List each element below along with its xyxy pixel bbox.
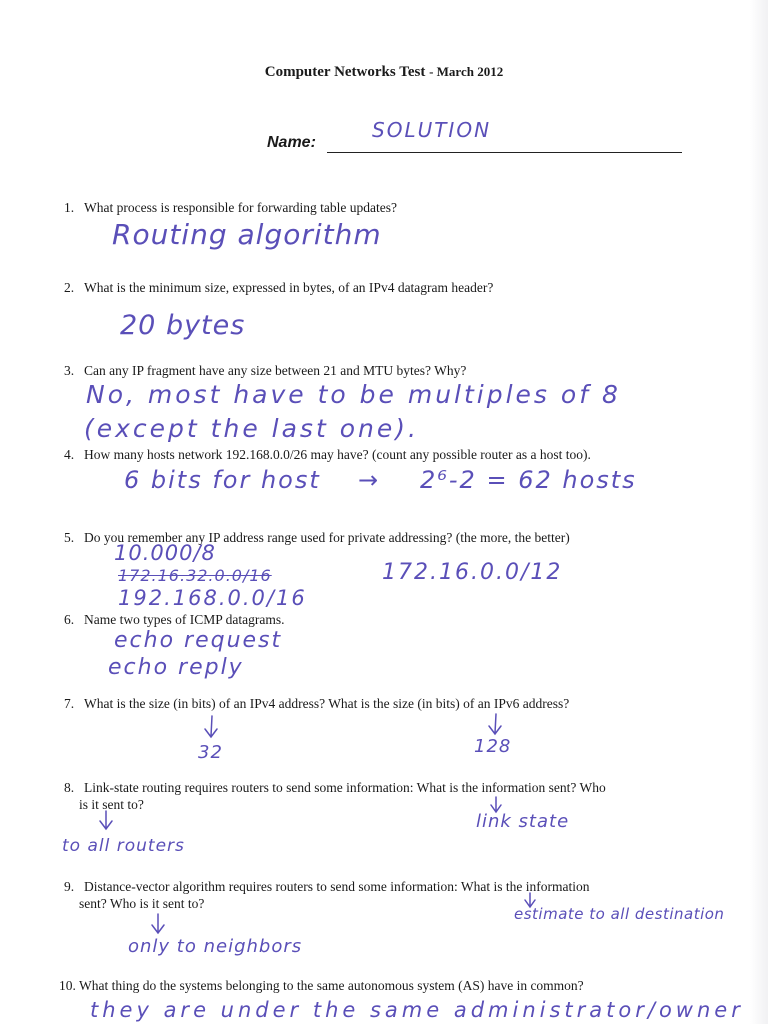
answer-9-who: only to neighbors (128, 936, 303, 957)
answer-7-ipv6: 128 (474, 736, 512, 757)
answer-4-part-2: 2⁶-2 = 62 hosts (420, 466, 637, 494)
question-8-continued: is it sent to? (79, 797, 144, 812)
name-label: Name: (267, 134, 316, 151)
answer-5-range-3: 172.16.0.0/12 (382, 560, 563, 585)
answer-10: they are under the same administrator/owner (90, 998, 744, 1022)
question-text: Link-state routing requires routers to send some information: What is the information sent? Who (84, 780, 606, 795)
question-text: What is the size (in bits) of an IPv4 address? What is the size (in bits) of an IPv6 address? (84, 696, 570, 711)
question-text: What is the minimum size, expressed in bytes, of an IPv4 datagram header? (84, 280, 494, 295)
question-number: 4. (64, 447, 75, 462)
arrow-down-icon (491, 797, 501, 812)
question-text: Name two types of ICMP datagrams. (84, 612, 285, 627)
answer-7-ipv4: 32 (198, 742, 223, 763)
question-number: 9. (64, 879, 75, 894)
question-number: 1. (64, 200, 75, 215)
arrow-down-icon (205, 716, 217, 737)
answer-6-type-2: echo reply (108, 655, 244, 680)
arrow-down-icon (489, 714, 501, 734)
answer-4-part-1: 6 bits for host (124, 466, 321, 494)
question-text: Can any IP fragment have any size between 21 and MTU bytes? Why? (84, 363, 467, 378)
answer-4-arrow: → (358, 466, 380, 494)
question-number: 5. (64, 530, 75, 545)
answer-5-range-1: 10.000/8 (114, 541, 216, 565)
question-number: 2. (64, 280, 75, 295)
arrow-down-icon (525, 893, 535, 907)
question-9-continued: sent? Who is it sent to? (79, 896, 205, 911)
answer-5-crossed-out: 172.16.32.0.0/16 (118, 566, 272, 585)
question-text: Do you remember any IP address range used for private addressing? (the more, the better) (84, 530, 570, 545)
question-text: Distance-vector algorithm requires routers to send some information: What is the information (84, 879, 590, 894)
question-text: What process is responsible for forwarding table updates? (84, 200, 398, 215)
question-number: 6. (64, 612, 75, 627)
answer-3-line-2: (except the last one). (84, 414, 419, 443)
answer-2: 20 bytes (120, 310, 246, 341)
test-date: - March 2012 (429, 64, 504, 79)
answer-6-type-1: echo request (114, 628, 283, 653)
question-text: What thing do the systems belonging to the same autonomous system (AS) have in common? (79, 978, 584, 993)
question-number: 8. (64, 780, 75, 795)
test-title-text: Computer Networks Test (264, 64, 426, 80)
answer-8-who: to all routers (62, 836, 185, 856)
question-number: 7. (64, 696, 75, 711)
answer-1: Routing algorithm (112, 218, 382, 251)
answer-9-what: estimate to all destination (514, 905, 725, 923)
arrow-down-icon (152, 914, 164, 933)
name-answer: SOLUTION (372, 118, 492, 142)
answer-5-range-2: 192.168.0.0/16 (118, 586, 307, 610)
question-number: 3. (64, 363, 75, 378)
question-text: How many hosts network 192.168.0.0/26 may have? (count any possible router as a host too). (84, 447, 591, 462)
answer-3-line-1: No, most have to be multiples of 8 (86, 380, 621, 409)
question-number: 10. (59, 978, 76, 993)
arrow-down-icon (100, 811, 112, 829)
answer-8-what: link state (476, 811, 570, 832)
